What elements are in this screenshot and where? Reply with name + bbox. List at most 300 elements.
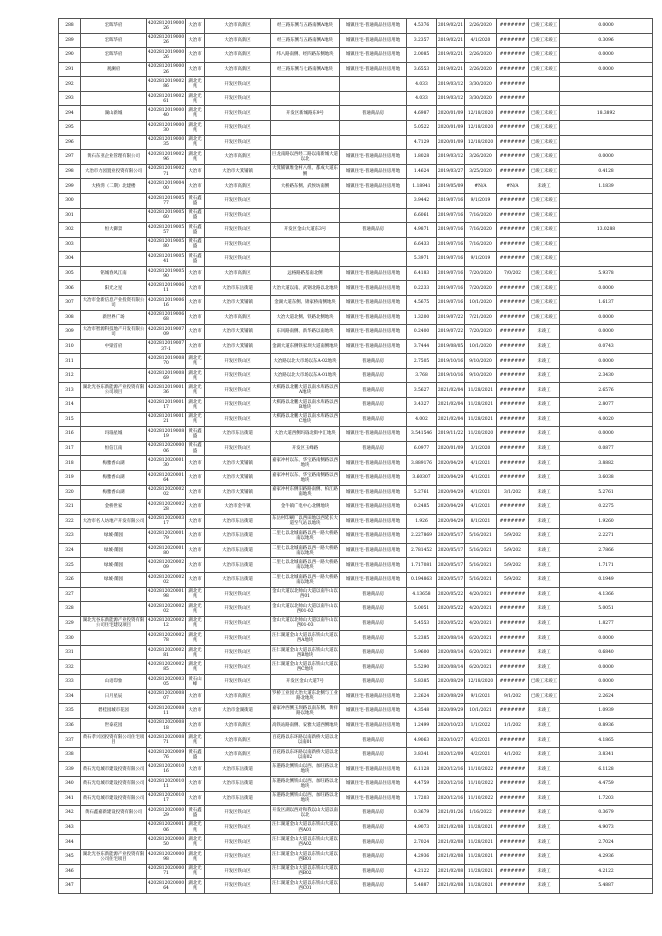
completion-date-cell: ####### xyxy=(497,223,529,238)
completion-date-cell: ####### xyxy=(497,208,529,223)
completion-date-cell: ####### xyxy=(497,62,529,77)
amount-cell xyxy=(560,208,653,223)
land-use-cell: 普通商品房 xyxy=(340,849,407,864)
area-cell: 4.6987 xyxy=(407,106,437,121)
land-code-cell: 420281202000180 xyxy=(147,543,186,558)
area-cell: 4.2936 xyxy=(407,849,437,864)
contract-date-cell: 2020/01/09 xyxy=(437,441,465,456)
land-code-cell: 420281201900121 xyxy=(147,412,186,427)
completion-date-cell: ####### xyxy=(497,879,529,894)
project-name-cell: 中梁首府 xyxy=(81,339,147,354)
company-cell: 大冶市 xyxy=(186,791,205,806)
land-code-cell: 420281201900577 xyxy=(147,193,186,208)
address-cell xyxy=(271,208,340,223)
land-code-cell: 420281201900026 xyxy=(147,48,186,63)
table-row xyxy=(59,208,653,223)
land-code-cell: 420281202000285 xyxy=(147,660,186,675)
land-use-cell: 普通商品房 xyxy=(340,864,407,879)
table-row xyxy=(59,252,653,267)
row-number-cell: 343 xyxy=(59,820,81,835)
contract-date-cell: 2021/02/04 xyxy=(437,398,465,413)
amount-cell: 0.0000 xyxy=(560,325,653,340)
project-name-cell: 湖山新城 xyxy=(81,106,147,121)
status-cell: 未竣工 xyxy=(529,602,560,617)
land-code-cell: 420281202000029 xyxy=(147,806,186,821)
contract-date-cell: 2020/10/23 xyxy=(437,718,465,733)
start-date-cell: 3/25/2020 xyxy=(465,164,497,179)
land-code-cell: 420281201900271 xyxy=(147,164,186,179)
start-date-cell: 7/21/2020 xyxy=(465,310,497,325)
district-cell: 开发区铁山区 xyxy=(205,587,271,602)
table-row xyxy=(59,223,653,238)
address-cell: 东港路北侧铁山以西、加旺路以北地块 xyxy=(271,762,340,777)
company-cell: 大冶市 xyxy=(186,529,205,544)
district-cell: 开发区铁山区 xyxy=(205,602,271,617)
amount-cell: 0.0000 xyxy=(560,150,653,165)
land-use-cell: 普通商品房 xyxy=(340,645,407,660)
contract-date-cell: 2020/05/17 xyxy=(437,558,465,573)
land-use-cell: 城镇住宅-普通商品住房用地 xyxy=(340,543,407,558)
project-name-cell xyxy=(81,193,147,208)
area-cell: 4.4759 xyxy=(407,777,437,792)
contract-date-cell: 2020/08/14 xyxy=(437,660,465,675)
project-name-cell: 金桥世家 xyxy=(81,500,147,515)
area-cell: 3.9442 xyxy=(407,193,437,208)
land-use-cell: 普通商品房 xyxy=(340,368,407,383)
contract-date-cell: 2021/02/08 xyxy=(437,879,465,894)
row-number-cell: 298 xyxy=(59,164,81,179)
status-cell: 未竣工 xyxy=(529,456,560,471)
completion-date-cell: ####### xyxy=(497,675,529,690)
row-number-cell: 297 xyxy=(59,150,81,165)
amount-cell: 4.2936 xyxy=(560,849,653,864)
address-cell: 大冶路以北大市场以东A-01地块 xyxy=(271,368,340,383)
contract-date-cell: 2021/01/26 xyxy=(437,806,465,821)
row-number-cell: 318 xyxy=(59,456,81,471)
address-cell: 远格路路基南北侧 xyxy=(271,266,340,281)
completion-date-cell: ####### xyxy=(497,310,529,325)
status-cell: 未竣工 xyxy=(529,616,560,631)
table-row xyxy=(59,368,653,383)
land-use-cell xyxy=(340,77,407,92)
land-code-cell: 420281202000050 xyxy=(147,835,186,850)
status-cell: 已竣工未竣工 xyxy=(529,223,560,238)
area-cell: 5.0522 xyxy=(407,121,437,136)
land-code-cell: 420281202000871 xyxy=(147,733,186,748)
land-use-cell: 城镇住宅-普通商品住房用地 xyxy=(340,558,407,573)
address-cell: 大冶大道以南、武钢北路以北地块 xyxy=(271,281,340,296)
area-cell: 4.5376 xyxy=(407,19,437,34)
land-use-cell: 普通商品房 xyxy=(340,223,407,238)
company-cell: 湖北光兆 xyxy=(186,864,205,879)
area-cell: 3.541546 xyxy=(407,427,437,442)
land-use-cell: 城镇住宅-普通商品住房用地 xyxy=(340,500,407,515)
row-number-cell: 328 xyxy=(59,602,81,617)
start-date-cell: 9/10/2020 xyxy=(465,368,497,383)
district-cell: 大冶市高新区 xyxy=(205,310,271,325)
status-cell: 已竣工未竣工 xyxy=(529,48,560,63)
land-use-cell: 普通商品房 xyxy=(340,587,407,602)
table-row xyxy=(59,849,653,864)
land-use-cell: 城镇住宅-普通商品住房用地 xyxy=(340,529,407,544)
company-cell: 湖北光兆 xyxy=(186,835,205,850)
company-cell: 湖北光兆 xyxy=(186,849,205,864)
amount-cell: 2.2271 xyxy=(560,529,653,544)
amount-cell: 0.0000 xyxy=(560,310,653,325)
district-cell: 开发区铁山区 xyxy=(205,806,271,821)
status-cell: 未竣工 xyxy=(529,500,560,515)
contract-date-cell: 2020/12/09 xyxy=(437,747,465,762)
amount-cell: 18.3892 xyxy=(560,106,653,121)
row-number-cell: 331 xyxy=(59,645,81,660)
area-cell: 2.781452 xyxy=(407,543,437,558)
project-name-cell: 铭城春风江南 xyxy=(81,266,147,281)
company-cell: 湖北光兆 xyxy=(186,150,205,165)
contract-date-cell: 2020/04/29 xyxy=(437,500,465,515)
land-use-cell: 普通商品房 xyxy=(340,835,407,850)
row-number-cell: 288 xyxy=(59,19,81,34)
district-cell: 开发区铁山区 xyxy=(205,354,271,369)
status-cell: 未竣工 xyxy=(529,849,560,864)
address-cell: 汪仁湖道金山大道以东铁山大道以西B01 xyxy=(271,849,340,864)
land-code-cell: 420281201900286 xyxy=(147,77,186,92)
company-cell: 湖北光兆 xyxy=(186,106,205,121)
row-number-cell: 326 xyxy=(59,572,81,587)
area-cell: 0.3679 xyxy=(407,806,437,821)
company-cell: 大冶市 xyxy=(186,470,205,485)
land-use-cell: 城镇住宅-普通商品住房用地 xyxy=(340,718,407,733)
area-cell: 2.2624 xyxy=(407,689,437,704)
land-use-cell: 城镇住宅-普通商品住房用地 xyxy=(340,325,407,340)
start-date-cell: 9/1/2021 xyxy=(465,689,497,704)
project-name-cell: 宏晖华府 xyxy=(81,33,147,48)
land-code-cell: 420281202000064 xyxy=(147,879,186,894)
land-use-cell: 普通商品房 xyxy=(340,631,407,646)
row-number-cell: 336 xyxy=(59,718,81,733)
row-number-cell: 339 xyxy=(59,762,81,777)
company-cell: 黄石鑫盛 xyxy=(186,441,205,456)
land-code-cell: 420281201900136 xyxy=(147,383,186,398)
district-cell: 开发区铁山区 xyxy=(205,660,271,675)
land-code-cell: 420281202000130 xyxy=(147,456,186,471)
address-cell: 金山大道以北帅山大道以南牛山以西01 xyxy=(271,587,340,602)
row-number-cell: 309 xyxy=(59,325,81,340)
start-date-cell: 8/1/2021 xyxy=(465,514,497,529)
completion-date-cell: 1/1/202 xyxy=(497,718,529,733)
row-number-cell: 292 xyxy=(59,77,81,92)
amount-cell: 0.0000 xyxy=(560,48,653,63)
land-use-cell: 普通商品房 xyxy=(340,398,407,413)
amount-cell xyxy=(560,91,653,106)
status-cell: 已竣工未竣工 xyxy=(529,121,560,136)
contract-date-cell: 2019/07/16 xyxy=(437,281,465,296)
project-name-cell xyxy=(81,91,147,106)
address-cell: 金山大道以北帅山大道以南牛山以西01-03 xyxy=(271,616,340,631)
table-row xyxy=(59,660,653,675)
project-name-cell: 观澜府 xyxy=(81,62,147,77)
amount-cell: 0.0000 xyxy=(560,427,653,442)
completion-date-cell: ####### xyxy=(497,777,529,792)
contract-date-cell: 2020/08/14 xyxy=(437,645,465,660)
land-use-cell: 城镇住宅-普通商品住房用地 xyxy=(340,427,407,442)
project-name-cell: 梅雅香山湖 xyxy=(81,470,147,485)
row-number-cell: 344 xyxy=(59,835,81,850)
amount-cell: 2.7024 xyxy=(560,835,653,850)
land-use-cell: 普通商品房 xyxy=(340,733,407,748)
land-code-cell: 420281202001011 xyxy=(147,777,186,792)
company-cell: 湖北光兆 xyxy=(186,398,205,413)
area-cell: 4.3548 xyxy=(407,704,437,719)
table-row xyxy=(59,354,653,369)
district-cell: 大冶市高新区 xyxy=(205,19,271,34)
project-name-cell: 黄石光电城市建设投资有限公司 xyxy=(81,777,147,792)
table-row xyxy=(59,412,653,427)
start-date-cell: 11/28/2021 xyxy=(465,383,497,398)
address-cell: 经三路东侧与五路南侧A地块 xyxy=(271,19,340,34)
table-row xyxy=(59,704,653,719)
row-number-cell: 291 xyxy=(59,62,81,77)
contract-date-cell: 2019/07/16 xyxy=(437,295,465,310)
start-date-cell: 11/10/2022 xyxy=(465,777,497,792)
start-date-cell: 7/16/2020 xyxy=(465,237,497,252)
status-cell: 已竣工未竣工 xyxy=(529,62,560,77)
contract-date-cell: 2020/05/22 xyxy=(437,616,465,631)
company-cell: 大冶市 xyxy=(186,762,205,777)
contract-date-cell: 2019/07/22 xyxy=(437,310,465,325)
row-number-cell: 305 xyxy=(59,266,81,281)
company-cell: 黄石鑫盛 xyxy=(186,747,205,762)
status-cell: 未竣工 xyxy=(529,543,560,558)
area-cell: 5.4553 xyxy=(407,616,437,631)
row-number-cell: 314 xyxy=(59,398,81,413)
land-code-cell: 420281202000209 xyxy=(147,558,186,573)
land-use-cell: 城镇住宅-普通商品住房用地 xyxy=(340,689,407,704)
status-cell: 已竣工未竣工 xyxy=(529,237,560,252)
start-date-cell: 3/30/2020 xyxy=(465,77,497,92)
status-cell: 已竣工未竣工 xyxy=(529,281,560,296)
company-cell: 湖北光兆 xyxy=(186,645,205,660)
amount-cell: 2.7866 xyxy=(560,543,653,558)
status-cell: 未竣工 xyxy=(529,325,560,340)
district-cell: 大冶市大箕铺镇 xyxy=(205,295,271,310)
status-cell: 未竣工 xyxy=(529,631,560,646)
land-use-cell: 普通商品房 xyxy=(340,747,407,762)
land-code-cell: 420281201900296 xyxy=(147,150,186,165)
land-code-cell: 420281201900026 xyxy=(147,19,186,34)
status-cell: 已竣工未竣工 xyxy=(529,106,560,121)
contract-date-cell: 2020/08/29 xyxy=(437,689,465,704)
area-cell: 1.18941 xyxy=(407,179,437,194)
district-cell: 大冶市高新区 xyxy=(205,179,271,194)
row-number-cell: 294 xyxy=(59,106,81,121)
amount-cell: 1.7203 xyxy=(560,791,653,806)
district-cell: 开发区铁山区 xyxy=(205,237,271,252)
land-use-cell xyxy=(340,252,407,267)
contract-date-cell: 2019/07/16 xyxy=(437,252,465,267)
table-row xyxy=(59,529,653,544)
completion-date-cell: ####### xyxy=(497,383,529,398)
completion-date-cell: ####### xyxy=(497,19,529,34)
status-cell: 未竣工 xyxy=(529,572,560,587)
completion-date-cell: ####### xyxy=(497,791,529,806)
project-name-cell xyxy=(81,77,147,92)
land-use-cell: 城镇住宅-普通商品住房用地 xyxy=(340,19,407,34)
land-use-cell: 城镇住宅-普通商品住房用地 xyxy=(340,150,407,165)
start-date-cell: 2/26/2020 xyxy=(465,48,497,63)
completion-date-cell: ####### xyxy=(497,164,529,179)
table-row xyxy=(59,631,653,646)
row-number-cell: 330 xyxy=(59,631,81,646)
project-name-cell: 玛瑙星城 xyxy=(81,427,147,442)
project-name-cell: 日月星辰 xyxy=(81,689,147,704)
contract-date-cell: 2020/05/17 xyxy=(437,529,465,544)
row-number-cell: 302 xyxy=(59,223,81,238)
address-cell: 二里七以北城南路以西一路大桥路南以地块 xyxy=(271,572,340,587)
start-date-cell: 4/1/2021 xyxy=(465,456,497,471)
amount-cell: 0.0000 xyxy=(560,660,653,675)
district-cell: 大冶市东岳街道 xyxy=(205,529,271,544)
start-date-cell: 11/10/2022 xyxy=(465,762,497,777)
start-date-cell: 1/1/2022 xyxy=(465,718,497,733)
amount-cell: 2.6576 xyxy=(560,383,653,398)
status-cell: 未竣工 xyxy=(529,354,560,369)
completion-date-cell: ####### xyxy=(497,48,529,63)
start-date-cell: 4/1/2020 xyxy=(465,33,497,48)
area-cell: 2.227869 xyxy=(407,529,437,544)
completion-date-cell: ####### xyxy=(497,704,529,719)
completion-date-cell: 5/9/202 xyxy=(497,558,529,573)
area-cell: 5.2385 xyxy=(407,631,437,646)
land-use-cell: 城镇住宅-普通商品住房用地 xyxy=(340,62,407,77)
project-name-cell xyxy=(81,645,147,660)
address-cell: 大冶大道北侧、铁路北侧地块 xyxy=(271,310,340,325)
area-cell: 2.7505 xyxy=(407,354,437,369)
start-date-cell: 5/16/2021 xyxy=(465,529,497,544)
project-name-cell: 大冶市智源科技地产开发有限公司 xyxy=(81,325,147,340)
start-date-cell: 11/28/2021 xyxy=(465,849,497,864)
amount-cell: 2.2624 xyxy=(560,689,653,704)
contract-date-cell: 2019/02/21 xyxy=(437,33,465,48)
land-use-cell: 普通商品房 xyxy=(340,602,407,617)
company-cell: 湖北光兆 xyxy=(186,820,205,835)
company-cell: 大冶市 xyxy=(186,777,205,792)
address-cell: 经三路东侧与五路南侧A地块 xyxy=(271,33,340,48)
district-cell: 大冶市高新区 xyxy=(205,33,271,48)
status-cell: 已竣工未竣工 xyxy=(529,675,560,690)
amount-cell: 0.8936 xyxy=(560,718,653,733)
status-cell xyxy=(529,77,560,92)
table-row xyxy=(59,485,653,500)
address-cell xyxy=(271,135,340,150)
district-cell: 大冶市高新区 xyxy=(205,747,271,762)
completion-date-cell: 5/9/202 xyxy=(497,572,529,587)
amount-cell: 0.0877 xyxy=(560,441,653,456)
address-cell xyxy=(271,237,340,252)
land-use-cell: 城镇住宅-普通商品住房用地 xyxy=(340,456,407,471)
start-date-cell: 6/20/2021 xyxy=(465,645,497,660)
company-cell: 大冶市 xyxy=(186,281,205,296)
status-cell: 未竣工 xyxy=(529,368,560,383)
row-number-cell: 311 xyxy=(59,354,81,369)
status-cell: 未竣工 xyxy=(529,470,560,485)
row-number-cell: 334 xyxy=(59,689,81,704)
land-code-cell: 420281201900590 xyxy=(147,266,186,281)
contract-date-cell: 2020/04/29 xyxy=(437,470,465,485)
status-cell: 未竣工 xyxy=(529,441,560,456)
land-code-cell: 420281201900035 xyxy=(147,135,186,150)
start-date-cell: 12/18/2020 xyxy=(465,135,497,150)
land-use-cell: 城镇住宅-普通商品住房用地 xyxy=(340,470,407,485)
project-name-cell xyxy=(81,135,147,150)
row-number-cell: 301 xyxy=(59,208,81,223)
land-code-cell: 420281201900870 xyxy=(147,354,186,369)
area-cell: 6.0977 xyxy=(407,441,437,456)
amount-cell: 0.0000 xyxy=(560,62,653,77)
land-use-cell: 普通商品房 xyxy=(340,383,407,398)
project-name-cell: 湖北光谷东新能源产业投资有限公司住宅项目 xyxy=(81,849,147,864)
project-name-cell xyxy=(81,747,147,762)
company-cell: 大冶市 xyxy=(186,33,205,48)
company-cell: 湖北光兆 xyxy=(186,602,205,617)
contract-date-cell: 2019/02/21 xyxy=(437,62,465,77)
contract-date-cell: 2021/02/08 xyxy=(437,835,465,850)
area-cell: 4.9871 xyxy=(407,223,437,238)
land-use-cell xyxy=(340,193,407,208)
completion-date-cell: ####### xyxy=(497,339,529,354)
row-number-cell: 303 xyxy=(59,237,81,252)
table-row xyxy=(59,689,653,704)
table-row xyxy=(59,441,653,456)
start-date-cell: 12/18/2020 xyxy=(465,106,497,121)
land-code-cell: 420281201900616 xyxy=(147,295,186,310)
amount-cell: 0.1949 xyxy=(560,572,653,587)
status-cell: 未竣工 xyxy=(529,733,560,748)
start-date-cell: 7/16/2020 xyxy=(465,223,497,238)
completion-date-cell: ####### xyxy=(497,820,529,835)
completion-date-cell: ####### xyxy=(497,806,529,821)
project-name-cell: 黄石光电城市建设投资有限公司 xyxy=(81,791,147,806)
land-code-cell: 420281202000006 xyxy=(147,441,186,456)
status-cell: 未竣工 xyxy=(529,587,560,602)
contract-date-cell: 2020/01/09 xyxy=(437,135,465,150)
land-code-cell: 420281202000179 xyxy=(147,529,186,544)
table-row xyxy=(59,791,653,806)
completion-date-cell: ####### xyxy=(497,835,529,850)
row-number-cell: 316 xyxy=(59,427,81,442)
row-number-cell: 313 xyxy=(59,383,81,398)
table-row xyxy=(59,266,653,281)
land-code-cell: 420281202000202 xyxy=(147,485,186,500)
completion-date-cell: ####### xyxy=(497,325,529,340)
project-name-cell: 梅雅香山湖 xyxy=(81,485,147,500)
district-cell: 大冶市东岳街道 xyxy=(205,791,271,806)
completion-date-cell: ####### xyxy=(497,237,529,252)
district-cell: 大冶市金湖街道 xyxy=(205,704,271,719)
start-date-cell: 9/1/2019 xyxy=(465,252,497,267)
start-date-cell: 5/16/2021 xyxy=(465,543,497,558)
status-cell: 已竣工未竣工 xyxy=(529,19,560,34)
address-cell: 大桥路东侧、武侯坊南侧 xyxy=(271,179,340,194)
land-use-cell: 普通商品房 xyxy=(340,441,407,456)
status-cell: 未竣工 xyxy=(529,704,560,719)
row-number-cell: 346 xyxy=(59,864,81,879)
row-number-cell: 317 xyxy=(59,441,81,456)
area-cell: 1.717081 xyxy=(407,558,437,573)
land-use-cell: 普通商品房 xyxy=(340,675,407,690)
completion-date-cell: ####### xyxy=(497,252,529,267)
row-number-cell: 329 xyxy=(59,616,81,631)
completion-date-cell: ####### xyxy=(497,33,529,48)
